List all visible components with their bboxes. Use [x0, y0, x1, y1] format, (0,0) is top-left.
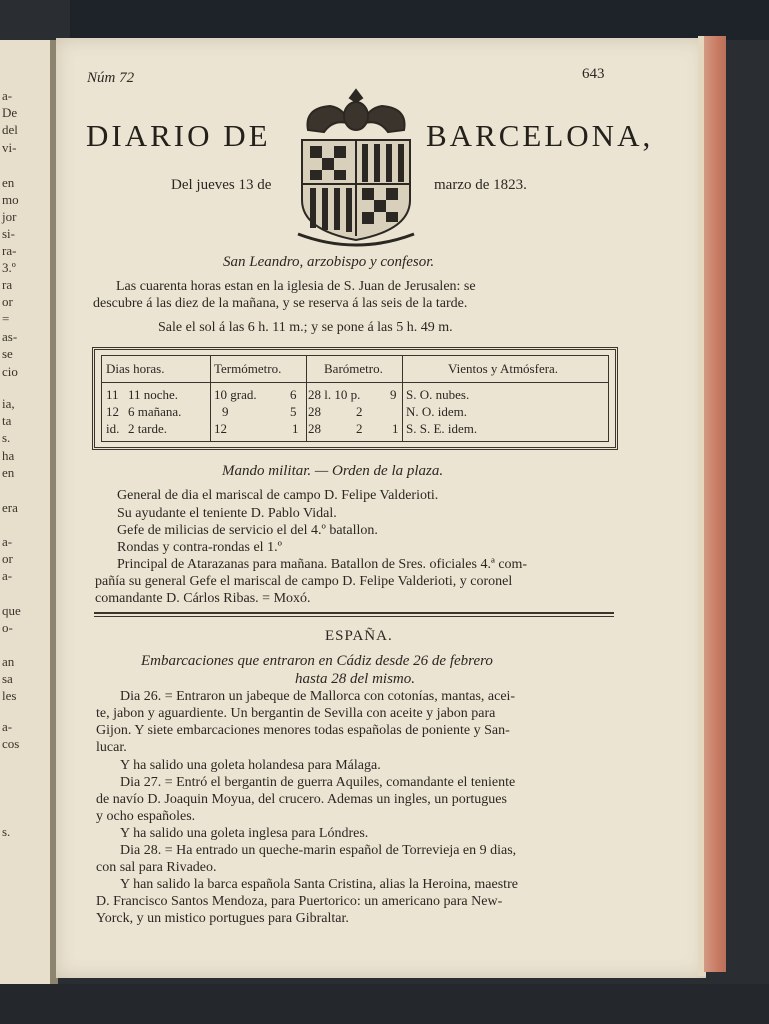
left-page-text-fragment: a- — [2, 88, 13, 103]
row3-wind: S. S. E. idem. — [406, 421, 478, 436]
left-page-text-fragment: ha — [2, 448, 15, 463]
military-line: Rondas y contra-rondas el 1.º — [117, 540, 282, 555]
article-line: Y han salido la barca española Santa Cristina, alias la Heroina, maestre — [120, 877, 518, 892]
forty-hours-line-1: Las cuarenta horas estan en la iglesia de S. Juan de Jerusalen: se — [116, 279, 476, 294]
military-line: Principal de Atarazanas para mañana. Batallon de Sres. oficiales 4.ª com- — [117, 557, 528, 572]
left-page-text-fragment: s. — [2, 430, 11, 445]
row2-baro-pulgadas: 2 — [356, 404, 363, 419]
left-page-text-fragment: a- — [2, 568, 13, 583]
row3-thermo: 12 — [214, 421, 227, 436]
section-divider — [94, 612, 614, 614]
left-page-text-fragment: si- — [2, 226, 15, 241]
date-left: Del jueves 13 de — [171, 177, 272, 193]
barcelona-coat-of-arms-icon — [294, 84, 418, 250]
left-page-text-fragment: a- — [2, 719, 13, 734]
row1-thermo: 10 grad. — [214, 387, 257, 402]
military-line: General de dia el mariscal de campo D. Felipe Valderioti. — [117, 488, 439, 503]
article-line: lucar. — [96, 740, 127, 755]
red-book-edge — [704, 36, 726, 972]
left-page-text-fragment: or — [2, 294, 13, 309]
row1-hour: 11 noche. — [128, 387, 179, 402]
row1-baro: 28 l. 10 p. — [308, 387, 361, 402]
issue-number: Núm 72 — [87, 70, 135, 86]
left-page-text-fragment: as- — [2, 329, 18, 344]
article-line: Dia 27. = Entró el bergantin de guerra Aquiles, comandante el teniente — [120, 775, 516, 790]
left-page-text-fragment: en — [2, 465, 15, 480]
left-page-text-fragment: jor — [2, 209, 17, 224]
left-page-text-fragment: era — [2, 500, 18, 515]
row2-hour: 6 mañana. — [128, 404, 182, 419]
military-line: comandante D. Cárlos Ribas. = Moxó. — [95, 591, 311, 606]
row2-baro: 28 — [308, 404, 321, 419]
section-divider-thin — [94, 616, 614, 617]
article-line: Gijon. Y siete embarcaciones menores todas españolas de poniente y San- — [96, 723, 510, 738]
left-page-text-fragment: les — [2, 688, 17, 703]
row3-baro: 28 — [308, 421, 321, 436]
header-thermometer: Termómetro. — [214, 361, 282, 376]
row2-wind: N. O. idem. — [406, 404, 468, 419]
article-line: de navío D. Joaquin Moyua, del crucero. Ademas un ingles, un portugues — [96, 792, 507, 807]
dark-background-bottom — [0, 984, 769, 1024]
row2-thermo: 9 — [222, 404, 229, 419]
ships-subheading-line-2: hasta 28 del mismo. — [295, 671, 415, 687]
weather-table — [92, 347, 618, 450]
row3-baro-pulgadas: 2 — [356, 421, 363, 436]
left-page-text-fragment: an — [2, 654, 15, 669]
row1-baro-lines: 9 — [390, 387, 397, 402]
left-page-text-fragment: o- — [2, 620, 13, 635]
article-line: con sal para Rivadeo. — [96, 860, 217, 875]
military-line: Su ayudante el teniente D. Pablo Vidal. — [117, 506, 337, 521]
left-page-text-fragment: 3.º — [2, 260, 16, 275]
row3-hour: 2 tarde. — [128, 421, 167, 436]
left-page-text-fragment: a- — [2, 534, 13, 549]
article-line: te, jabon y aguardiente. Un bergantin de Sevilla con aceite y jabon para — [96, 706, 496, 721]
article-line: D. Francisco Santos Mendoza, para Puertorico: un americano para New- — [96, 894, 503, 909]
left-page-text-fragment: que — [2, 603, 21, 618]
military-line: Gefe de milicias de servicio el del 4.º batallon. — [117, 523, 378, 538]
page-number: 643 — [582, 66, 605, 82]
article-line: Dia 28. = Ha entrado un queche-marin español de Torrevieja en 9 dias, — [120, 843, 517, 858]
left-page-text-fragment: en — [2, 175, 15, 190]
row3-baro-lines: 1 — [392, 421, 399, 436]
date-right: marzo de 1823. — [434, 177, 527, 193]
left-page-text-fragment: ra — [2, 277, 13, 292]
header-winds: Vientos y Atmósfera. — [448, 361, 559, 376]
left-page-text-fragment: cos — [2, 736, 20, 751]
left-page-text-fragment: or — [2, 551, 13, 566]
espana-heading: ESPAÑA. — [325, 628, 393, 644]
row3-day: id. — [106, 421, 120, 436]
forty-hours-line-2: descubre á las diez de la mañana, y se reserva á las seis de la tarde. — [93, 296, 468, 311]
left-page-text-fragment: del — [2, 122, 18, 137]
header-barometer: Barómetro. — [324, 361, 383, 376]
left-page-edge — [0, 40, 54, 984]
left-page-text-fragment: = — [2, 311, 10, 326]
masthead-right: BARCELONA, — [426, 118, 654, 153]
header-days-hours: Dias horas. — [106, 361, 165, 376]
sunrise-sunset: Sale el sol á las 6 h. 11 m.; y se pone á las 5 h. 49 m. — [158, 320, 453, 335]
masthead-left: DIARIO DE — [86, 118, 271, 153]
left-page-text-fragment: se — [2, 346, 13, 361]
left-page-text-fragment: cio — [2, 364, 18, 379]
row2-thermo-fraction: 5 — [290, 404, 297, 419]
article-line: y ocho españoles. — [96, 809, 196, 824]
row3-thermo-fraction: 1 — [292, 421, 299, 436]
saint-of-the-day: San Leandro, arzobispo y confesor. — [223, 254, 435, 270]
article-line: Y ha salido una goleta inglesa para Lóndres. — [120, 826, 369, 841]
left-page-text-fragment: vi- — [2, 140, 17, 155]
article-line: Y ha salido una goleta holandesa para Málaga. — [120, 758, 381, 773]
row1-day: 11 — [106, 387, 119, 402]
row1-wind: S. O. nubes. — [406, 387, 470, 402]
ships-subheading-line-1: Embarcaciones que entraron en Cádiz desde 26 de febrero — [141, 653, 493, 669]
left-page-text-fragment: sa — [2, 671, 13, 686]
military-heading: Mando militar. — Orden de la plaza. — [222, 463, 444, 479]
left-page-text-fragment: ta — [2, 413, 12, 428]
left-page-text-fragment: ia, — [2, 396, 15, 411]
left-page-text-fragment: s. — [2, 824, 11, 839]
left-page-text-fragment: ra- — [2, 243, 17, 258]
article-line: Yorck, y un mistico portugues para Gibraltar. — [96, 911, 349, 926]
military-line: pañía su general Gefe el mariscal de campo D. Felipe Valderioti, y coronel — [95, 574, 513, 589]
row2-day: 12 — [106, 404, 119, 419]
row1-thermo-fraction: 6 — [290, 387, 297, 402]
dark-background — [70, 0, 769, 40]
left-page-text-fragment: mo — [2, 192, 19, 207]
left-page-text-fragment: De — [2, 105, 18, 120]
article-line: Dia 26. = Entraron un jabeque de Mallorca con cotonías, mantas, acei- — [120, 689, 516, 704]
